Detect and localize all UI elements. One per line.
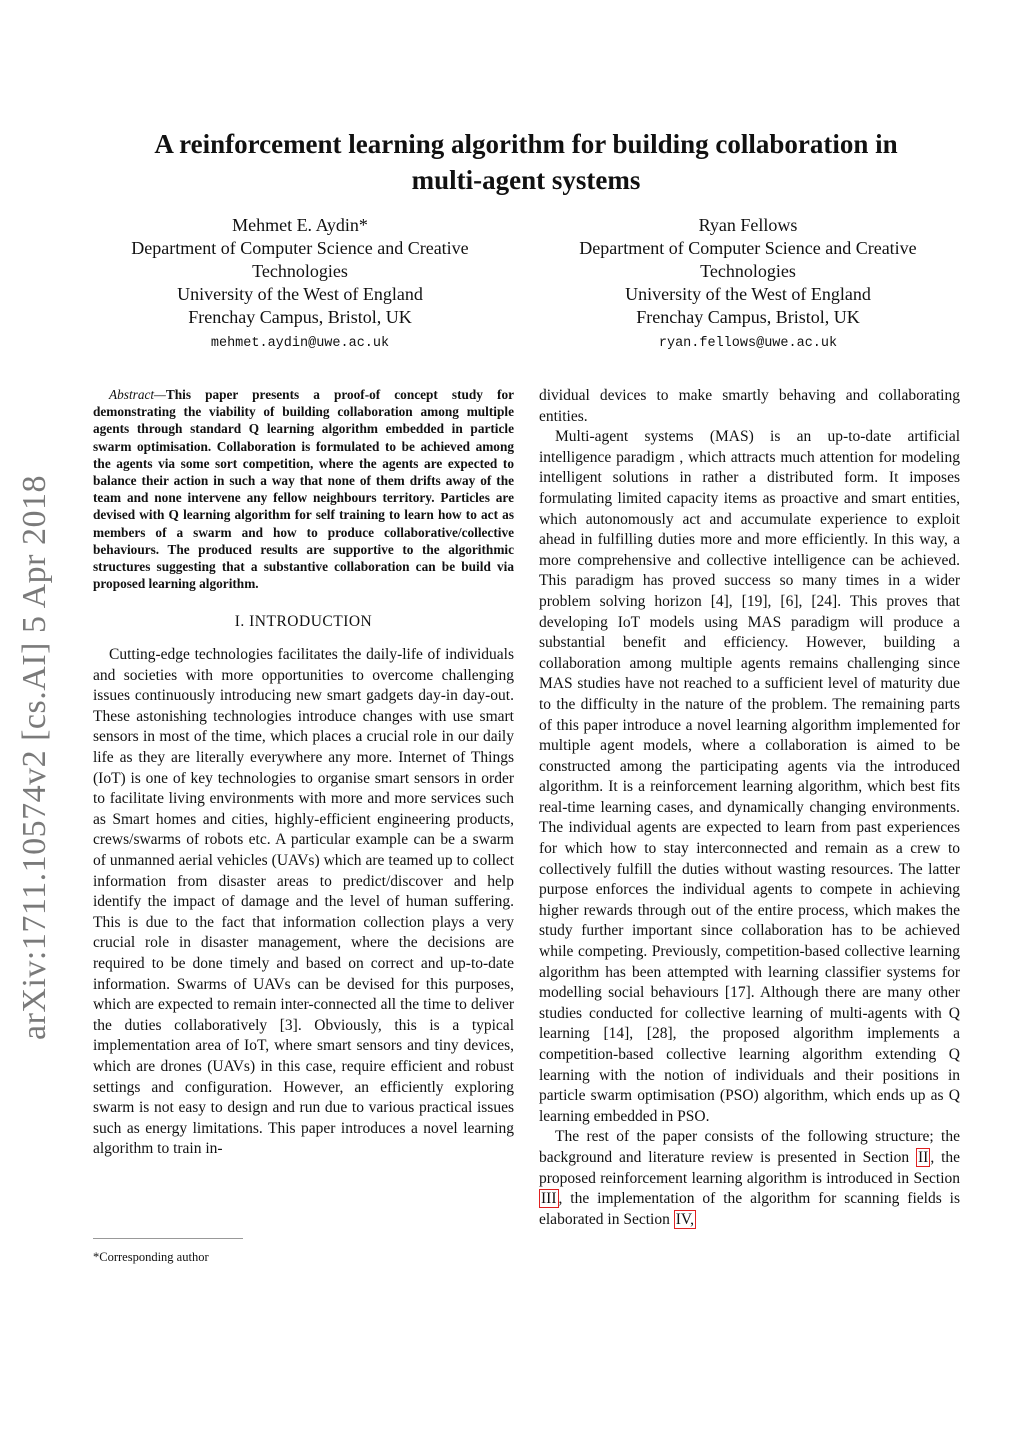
- author-university: University of the West of England: [177, 284, 423, 304]
- abstract: [93, 386, 514, 592]
- paper-title: [100, 126, 952, 198]
- author-block-2: [548, 214, 948, 355]
- author-campus: Frenchay Campus, Bristol, UK: [636, 307, 860, 327]
- author-name: Mehmet E. Aydin*: [232, 215, 368, 235]
- title-line-1: A reinforcement learning algorithm for building collaboration in: [154, 129, 898, 159]
- author-email: ryan.fellows@uwe.ac.uk: [658, 336, 838, 351]
- intro-paragraph-1: Cutting-edge technologies facilitates the daily-life of individuals and societies with more opportunities to overcome challenging issues continuously introducing new smart gadgets day-in day-out. These astonishing technologies introduce changes with use smart sensors in most of the time, which places a crucial role in our daily life as they are literally everywhere any more. Internet of Things (IoT) is one of key technologies to organise smart sensors in order to facilitate living environments with more and more services such as Smart homes and cities, highly-efficient engineering products, crews/swarms of robots etc. A particular example can be a swarm of unmanned aerial vehicles (UAVs) which are teamed up to collect information from disaster areas to predict/discover and help identify the impact of damage and the level of human suffering. This is due to the fact that information collection plays a very crucial role in disaster management, where the decisions are required to be done timely and based on correct and up-to-date information. Swarms of UAVs can be devised for this purposes, which are expected to remain inter-connected all the time to deliver the duties collaboratively [3]. Obviously, this is a typical implementation area of IoT, where smart sensors and tiny devices, which are drones (UAVs) in this case, require efficient and robust settings and configuration. However, an efficiently exploring swarm is not easy to design and run due to various practical issues such as energy limitations. This paper introduces a novel learning algorithm to train in-: [93, 646, 514, 1158]
- section-ref-4-comma: ,: [690, 1210, 694, 1228]
- footnote-text: *Corresponding author: [93, 1250, 209, 1264]
- author-campus: Frenchay Campus, Bristol, UK: [188, 307, 412, 327]
- title-line-2: multi-agent systems: [411, 165, 641, 195]
- abstract-text: This paper presents a proof-of concept study for demonstrating the viability of building collaboration among multiple agents through standard Q learning algorithm embedded in particle swarm optimisation. Collaboration is formulated to be achieved among the agents via some sort competition, where the agents are expected to balance their action in such a way that none of them drifts away of the team and none intervene any fellow neighbours territory. Particles are devised with Q learning algorithm for self training to learn how to act as members of a swarm and how to produce collaborative/collective behaviours. The produced results are supportive to the algorithmic structures suggesting that a substantive collaboration can be build via proposed learning algorithm.: [93, 387, 514, 592]
- author-dept-cont: Technologies: [252, 261, 348, 281]
- author-dept: Department of Computer Science and Creative: [131, 238, 469, 258]
- author-name: Ryan Fellows: [698, 215, 798, 235]
- author-dept: Department of Computer Science and Creative: [579, 238, 917, 258]
- para3-text-2: , the proposed reinforcement learning algorithm is introduced in Section: [539, 1148, 961, 1187]
- left-column: [93, 386, 514, 1160]
- section-ref-link-2[interactable]: II: [917, 1148, 929, 1166]
- abstract-lead: Abstract—: [109, 387, 166, 402]
- para3-text-1: The rest of the paper consists of the following structure; the background and literature review is presented in Section: [539, 1128, 960, 1166]
- author-email: mehmet.aydin@uwe.ac.uk: [210, 336, 390, 351]
- para3-text-3: , the implementation of the algorithm for scanning fields is elaborated in Section: [539, 1190, 960, 1228]
- right-column: [539, 386, 960, 1230]
- section-heading-introduction: I. INTRODUCTION: [234, 613, 373, 631]
- footnote: [93, 1250, 209, 1265]
- intro-paragraph-2: Multi-agent systems (MAS) is an up-to-date artificial intelligence paradigm , which attracts much attention for modeling intelligent solutions in rather a distributed form. It imposes formulating limited capacity items as proactive and smart entities, which autonomously act and accumulate experience to exploit ahead in fulfilling duties more and more efficiently. In this way, a more comprehensive and collective intelligence can be achieved. This paradigm has proved success so many times in a wider problem solving horizon [4], [19], [6], [24]. This proves that developing IoT models using MAS paradigm will produce a substantial benefit and efficiency. However, building a collaboration among multiple agents remains challenging since MAS studies have not reached to a sufficient level of maturity due to the difficulty in the nature of the problem. The remaining parts of this paper introduce a novel learning algorithm implemented for multiple agent models, where a collaboration is aimed to be constructed among the participating agents via the introduced algorithm. It is a reinforcement learning algorithm, which best fits real-time learning cases, and dynamically changing environments. The individual agents are expected to learn from past experiences for which how to stay interconnected and remain as a crew to collectively fulfill the duties without wasting resources. The latter purpose enforces the individual agents to compete in achieving higher rewards through out of the entire process, which makes the study further important since collaboration has to be achieved while competing. Previously, competition-based collective learning algorithm has been attempted with learning classifier systems for modelling social behaviours [17]. Although there are many other studies conducted for collective learning of multi-agents with Q learning [14], [28], the proposed algorithm implements a competition-based collective learning algorithm extending Q learning with the notion of individuals and their positions in particle swarm optimisation (PSO) algorithm, which ends up as Q learning embedded in PSO.: [539, 428, 960, 1125]
- author-university: University of the West of England: [625, 284, 871, 304]
- intro-paragraph-1-continued: dividual devices to make smartly behaving and collaborating entities.: [539, 387, 960, 425]
- section-ref-4-label: IV: [675, 1210, 691, 1228]
- intro-paragraph-3: [539, 1127, 960, 1230]
- author-block-1: [100, 214, 500, 355]
- footnote-rule: [93, 1238, 243, 1239]
- author-dept-cont: Technologies: [700, 261, 796, 281]
- section-ref-link-4[interactable]: [674, 1210, 696, 1229]
- section-ref-link-3[interactable]: III: [541, 1190, 557, 1208]
- arxiv-identifier: arXiv:1711.10574v2 [cs.AI] 5 Apr 2018: [16, 475, 53, 1040]
